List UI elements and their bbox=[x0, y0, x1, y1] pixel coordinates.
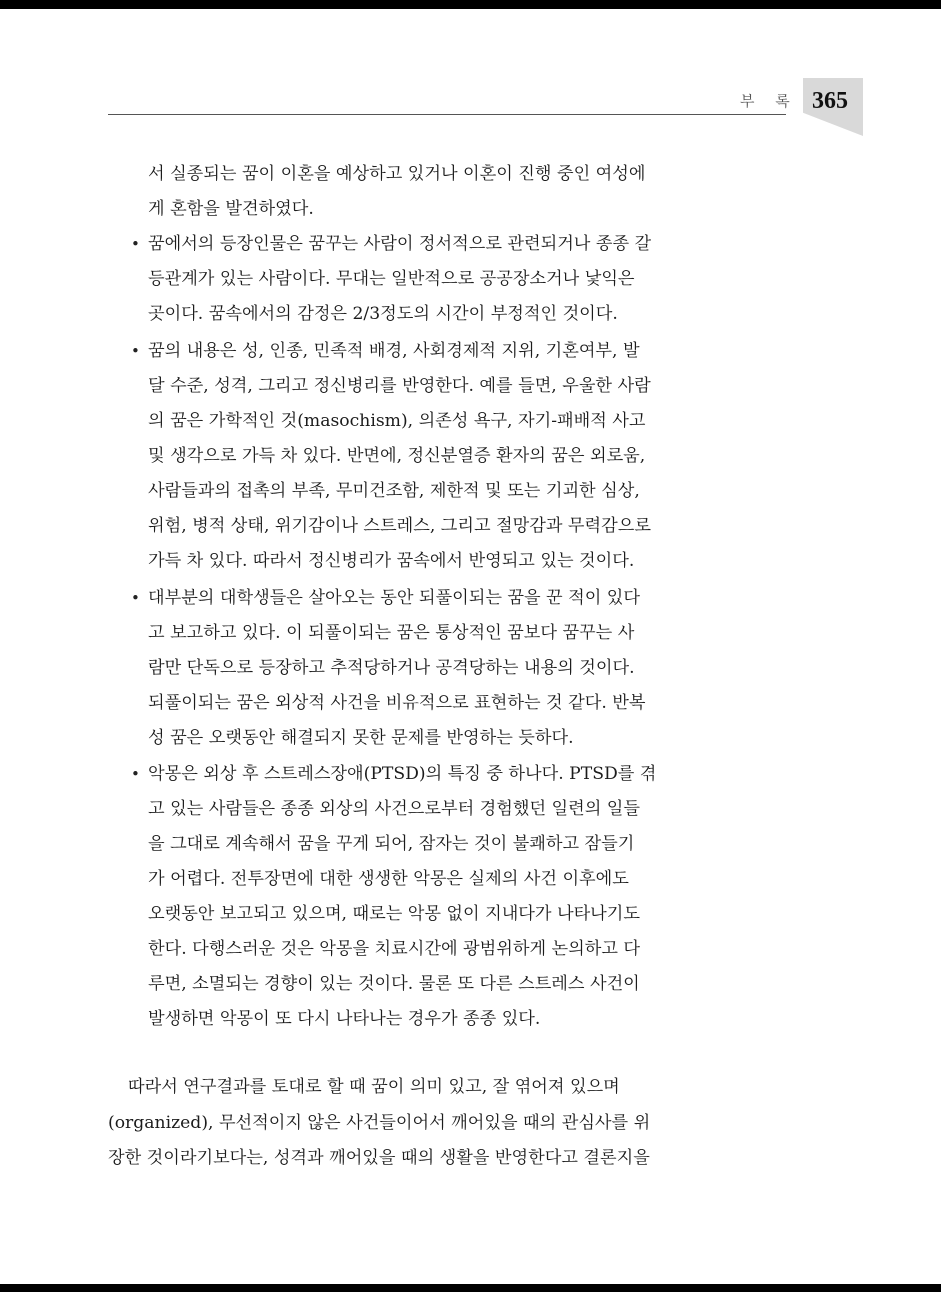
text-line: 및 생각으로 가득 차 있다. 반면에, 정신분열증 환자의 꿈은 외로움, bbox=[148, 446, 646, 466]
text-line: 가득 차 있다. 따라서 정신병리가 꿈속에서 반영되고 있는 것이다. bbox=[148, 551, 635, 571]
text-line: 게 혼함을 발견하였다. bbox=[148, 199, 314, 219]
text-line: 꿈의 내용은 성, 인종, 민족적 배경, 사회경제적 지위, 기혼여부, 발 bbox=[148, 341, 640, 361]
text-line: 등관계가 있는 사람이다. 무대는 일반적으로 공공장소거나 낯익은 bbox=[148, 269, 635, 289]
top-border bbox=[0, 0, 941, 9]
text-line: 서 실종되는 꿈이 이혼을 예상하고 있거나 이혼이 진행 중인 여성에 bbox=[148, 164, 646, 184]
text-line: 사람들과의 접촉의 부족, 무미건조함, 제한적 및 또는 기괴한 심상, bbox=[148, 481, 640, 501]
bullet-marker: • bbox=[131, 589, 140, 607]
text-line: 꿈에서의 등장인물은 꿈꾸는 사람이 정서적으로 관련되거나 종종 갈 bbox=[148, 234, 652, 254]
text-line: 성 꿈은 오랫동안 해결되지 못한 문제를 반영하는 듯하다. bbox=[148, 728, 574, 748]
header-rule bbox=[108, 114, 786, 115]
text-line: 고 보고하고 있다. 이 되풀이되는 꿈은 통상적인 꿈보다 꿈꾸는 사 bbox=[148, 623, 635, 643]
text-line: 장한 것이라기보다는, 성격과 깨어있을 때의 생활을 반영한다고 결론지을 bbox=[108, 1148, 650, 1168]
text-line: 오랫동안 보고되고 있으며, 때로는 악몽 없이 지내다가 나타나기도 bbox=[148, 904, 640, 924]
text-line: 가 어렵다. 전투장면에 대한 생생한 악몽은 실제의 사건 이후에도 bbox=[148, 869, 629, 889]
bullet-marker: • bbox=[131, 765, 140, 783]
text-line: 되풀이되는 꿈은 외상적 사건을 비유적으로 표현하는 것 같다. 반복 bbox=[148, 693, 646, 713]
text-line: 루면, 소멸되는 경향이 있는 것이다. 물론 또 다른 스트레스 사건이 bbox=[148, 974, 640, 994]
page-number: 365 bbox=[812, 88, 848, 114]
text-line: 위험, 병적 상태, 위기감이나 스트레스, 그리고 절망감과 무력감으로 bbox=[148, 516, 651, 536]
text-line: 한다. 다행스러운 것은 악몽을 치료시간에 광범위하게 논의하고 다 bbox=[148, 939, 640, 959]
section-label: 부 록 bbox=[740, 92, 798, 110]
text-line: 람만 단독으로 등장하고 추적당하거나 공격당하는 내용의 것이다. bbox=[148, 658, 635, 678]
text-line: 악몽은 외상 후 스트레스장애(PTSD)의 특징 중 하나다. PTSD를 겪 bbox=[148, 764, 657, 784]
text-line: 발생하면 악몽이 또 다시 나타나는 경우가 종종 있다. bbox=[148, 1009, 541, 1029]
text-line: 곳이다. 꿈속에서의 감정은 2/3정도의 시간이 부정적인 것이다. bbox=[148, 304, 618, 324]
bullet-marker: • bbox=[131, 235, 140, 253]
bullet-marker: • bbox=[131, 342, 140, 360]
text-line: 달 수준, 성격, 그리고 정신병리를 반영한다. 예를 들면, 우울한 사람 bbox=[148, 376, 651, 396]
text-line: 따라서 연구결과를 토대로 할 때 꿈이 의미 있고, 잘 엮어져 있으며 bbox=[128, 1077, 620, 1097]
text-line: 을 그대로 계속해서 꿈을 꾸게 되어, 잠자는 것이 불쾌하고 잠들기 bbox=[148, 834, 635, 854]
text-line: 의 꿈은 가학적인 것(masochism), 의존성 욕구, 자기-패배적 사고 bbox=[148, 411, 646, 431]
bottom-border bbox=[0, 1284, 941, 1292]
text-line: (organized), 무선적이지 않은 사건들이어서 깨어있을 때의 관심사를 위 bbox=[108, 1113, 651, 1133]
text-line: 고 있는 사람들은 종종 외상의 사건으로부터 경험했던 일련의 일들 bbox=[148, 799, 640, 819]
text-line: 대부분의 대학생들은 살아오는 동안 되풀이되는 꿈을 꾼 적이 있다 bbox=[148, 588, 640, 608]
